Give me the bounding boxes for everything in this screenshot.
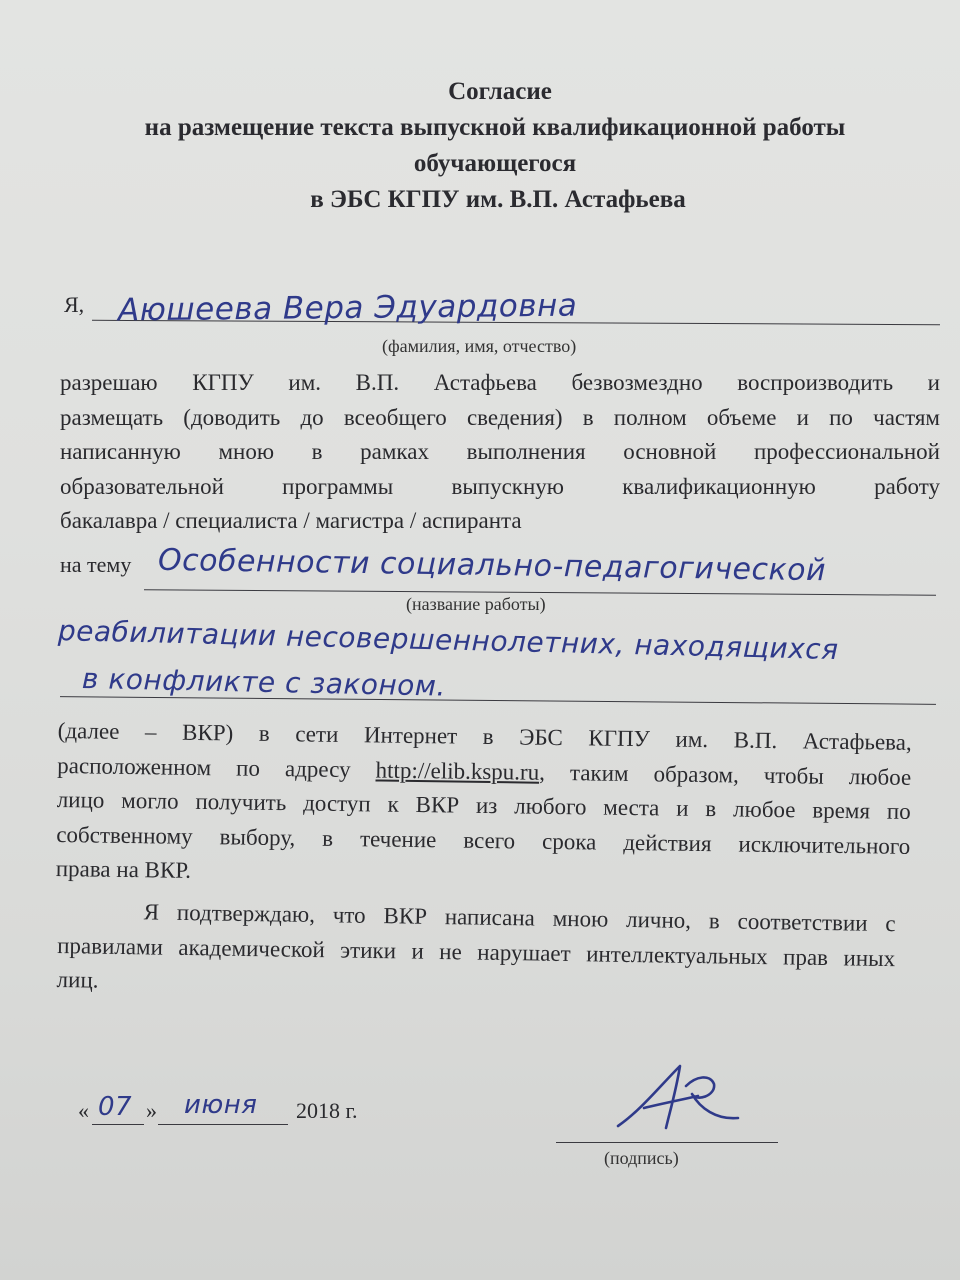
- signature-underline: [556, 1142, 778, 1143]
- date-close-quote: »: [146, 1098, 157, 1123]
- terms-text: , таким образом, чтобы любое: [539, 759, 912, 790]
- elib-link[interactable]: http://elib.kspu.ru: [375, 756, 540, 785]
- permission-line: разрешаю КГПУ им. В.П. Астафьева безвозмездно воспроизводить и: [60, 370, 940, 395]
- handwritten-topic-line-3: в конфликте с законом.: [81, 662, 447, 703]
- terms-line: собственному выбору, в течение всего срока действия исключительного: [56, 821, 911, 859]
- terms-paragraph: [56, 714, 912, 898]
- signature-mark: [600, 1056, 750, 1146]
- document-title: Согласие: [448, 78, 552, 105]
- terms-line: лицо могло получить доступ к ВКР из любого места и в любое время по: [56, 786, 911, 824]
- date-year: 2018 г.: [296, 1098, 358, 1123]
- handwritten-topic-line-1: Особенности социально-педагогической: [157, 542, 827, 589]
- handwritten-date-month: июня: [184, 1090, 258, 1120]
- permission-line: написанную мною в рамках выполнения основной профессиональной: [60, 439, 940, 464]
- topic-underline-2: [60, 696, 936, 705]
- name-caption: (фамилия, имя, отчество): [382, 336, 577, 356]
- permission-line: бакалавра / специалиста / магистра / аспиранта: [60, 508, 522, 533]
- terms-line: права на ВКР.: [55, 855, 192, 883]
- topic-prefix: на тему: [60, 552, 132, 577]
- permission-line: размещать (доводить до всеобщего сведения) в полном объеме и по частям: [60, 404, 940, 430]
- date-open-quote: «: [78, 1098, 89, 1123]
- document-subtitle: на размещение текста выпускной квалификационной работы: [144, 114, 846, 141]
- confirmation-line: правилами академической этики и не нарушает интеллектуальных прав иных: [57, 932, 896, 971]
- permission-paragraph: [60, 366, 940, 539]
- confirmation-line: Я подтверждаю, что ВКР написана мною лично, в соответствии с: [143, 899, 896, 937]
- date-day-underline: [92, 1124, 144, 1125]
- terms-line: (далее – ВКР) в сети Интернет в ЭБС КГПУ им. В.П. Астафьева,: [57, 717, 912, 755]
- topic-caption: (название работы): [406, 594, 546, 614]
- signature-caption: (подпись): [604, 1148, 679, 1168]
- name-prefix: Я,: [64, 292, 85, 317]
- confirmation-line: лиц.: [56, 966, 99, 993]
- confirmation-paragraph: [56, 894, 896, 1011]
- document-subtitle-ebs: в ЭБС КГПУ им. В.П. Астафьева: [310, 186, 686, 213]
- permission-line: образовательной программы выпускную квалификационную работу: [60, 473, 940, 499]
- handwritten-topic-line-2: реабилитации несовершеннолетних, находящихся: [57, 614, 839, 667]
- handwritten-full-name: Аюшеева Вера Эдуардовна: [117, 287, 578, 329]
- terms-text: расположенном по адресу: [57, 752, 351, 782]
- date-month-underline: [158, 1124, 288, 1125]
- document-subtitle-student: обучающегося: [413, 150, 577, 177]
- handwritten-date-day: 07: [98, 1092, 133, 1122]
